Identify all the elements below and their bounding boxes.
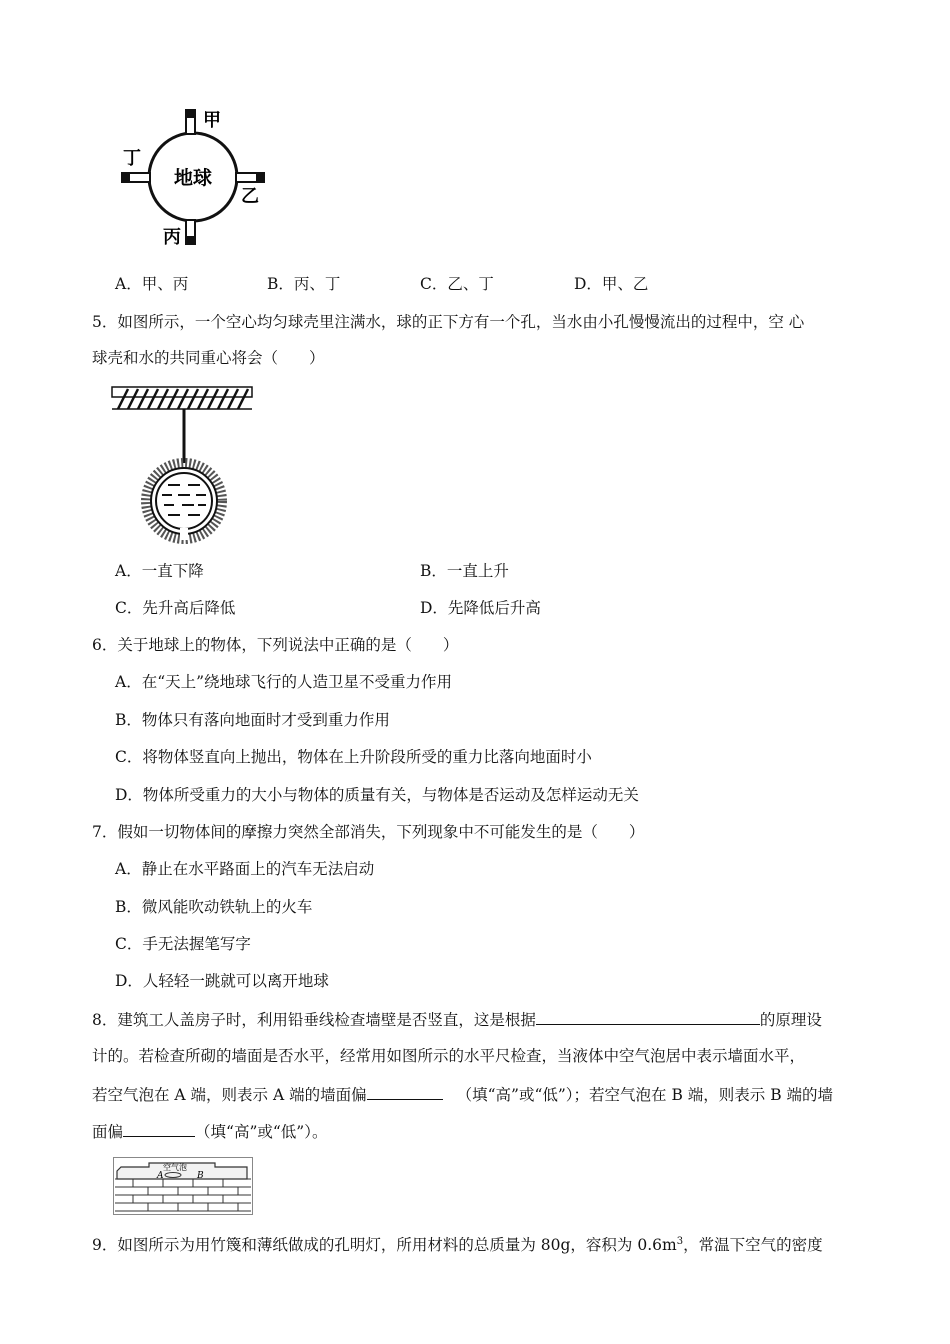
q5-stem-line2: 球壳和水的共同重心将会（ ）	[92, 349, 325, 367]
earth-label-left: 丁	[123, 148, 141, 169]
q8-blank-3[interactable]	[123, 1121, 195, 1137]
earth-label-top: 甲	[203, 110, 221, 131]
q8-blank-2[interactable]	[367, 1084, 443, 1100]
q5-option-b: B．一直上升	[420, 562, 509, 580]
q4-options	[0, 274, 950, 294]
q5-option-a: A．一直下降	[115, 562, 204, 580]
q7-option-d: D．人轻轻一跳就可以离开地球	[115, 972, 329, 990]
q8-line3-a: 若空气泡在 A 端，则表示 A 端的墙面偏	[92, 1086, 367, 1104]
q8-line1-b: 的原理设	[759, 1011, 822, 1029]
q8-line1	[92, 1009, 822, 1030]
q8-blank-1[interactable]	[536, 1009, 760, 1025]
q9-text-b: ，常温下空气的密度	[683, 1236, 823, 1254]
q8-line4-a: 面偏	[92, 1123, 124, 1141]
q4-option-a: A．甲、丙	[115, 275, 189, 293]
q8-line3	[92, 1084, 833, 1105]
q4-option-d: D．甲、乙	[574, 275, 649, 293]
q8-line2: 计的。若检查所砌的墙面是否水平，经常用如图所示的水平尺检查，当液体中空气泡居中表示墙面水平，	[92, 1047, 806, 1065]
q8-line4-b: （填“高”或“低”）。	[195, 1123, 328, 1141]
q9-text-a: 9．如图所示为用竹篾和薄纸做成的孔明灯，所用材料的总质量为 80g，容积为 0.6m	[92, 1236, 677, 1254]
earth-center-label: 地球	[173, 167, 213, 189]
q5-option-d: D．先降低后升高	[420, 599, 541, 617]
q4-option-b: B．丙、丁	[267, 275, 341, 293]
q8-line1-a: 8．建筑工人盖房子时，利用铅垂线检查墙壁是否竖直，这是根据	[92, 1011, 536, 1029]
earth-figure	[118, 100, 268, 250]
q4-option-c: C．乙、丁	[420, 275, 494, 293]
q6-option-b: B．物体只有落向地面时才受到重力作用	[115, 711, 390, 729]
q6-option-d: D．物体所受重力的大小与物体的质量有关，与物体是否运动及怎样运动无关	[115, 786, 639, 804]
earth-label-right: 乙	[241, 186, 259, 207]
q9-line1	[92, 1235, 823, 1255]
q8-line4	[92, 1121, 327, 1142]
spirit-level-figure	[113, 1157, 253, 1215]
q6-stem: 6．关于地球上的物体，下列说法中正确的是（ ）	[92, 636, 459, 654]
q5-option-c: C．先升高后降低	[115, 599, 236, 617]
q7-option-b: B．微风能吹动铁轨上的火车	[115, 898, 313, 916]
q7-stem: 7．假如一切物体间的摩擦力突然全部消失，下列现象中不可能发生的是（ ）	[92, 823, 645, 841]
q5-options-row2	[0, 598, 950, 618]
q7-option-a: A．静止在水平路面上的汽车无法启动	[115, 860, 375, 878]
q8-line3-b: （填“高”或“低”）；若空气泡在 B 端，则表示 B 端的墙	[456, 1086, 834, 1104]
q6-option-a: A．在“天上”绕地球飞行的人造卫星不受重力作用	[115, 673, 453, 691]
q7-option-c: C．手无法握笔写字	[115, 935, 251, 953]
level-end-b: B	[197, 1171, 204, 1181]
hanging-sphere-figure	[110, 385, 255, 545]
q5-options-row1	[0, 561, 950, 581]
level-end-a: A	[157, 1171, 164, 1181]
q5-stem-line1: 5．如图所示，一个空心均匀球壳里注满水，球的正下方有一个孔，当水由小孔慢慢流出的过程中，空 心	[92, 313, 805, 331]
q6-option-c: C．将物体竖直向上抛出，物体在上升阶段所受的重力比落向地面时小	[115, 748, 592, 766]
level-bubble-label: 空气泡	[163, 1163, 187, 1172]
earth-label-bottom: 丙	[163, 227, 181, 248]
q9-superscript: 3	[676, 1235, 684, 1247]
